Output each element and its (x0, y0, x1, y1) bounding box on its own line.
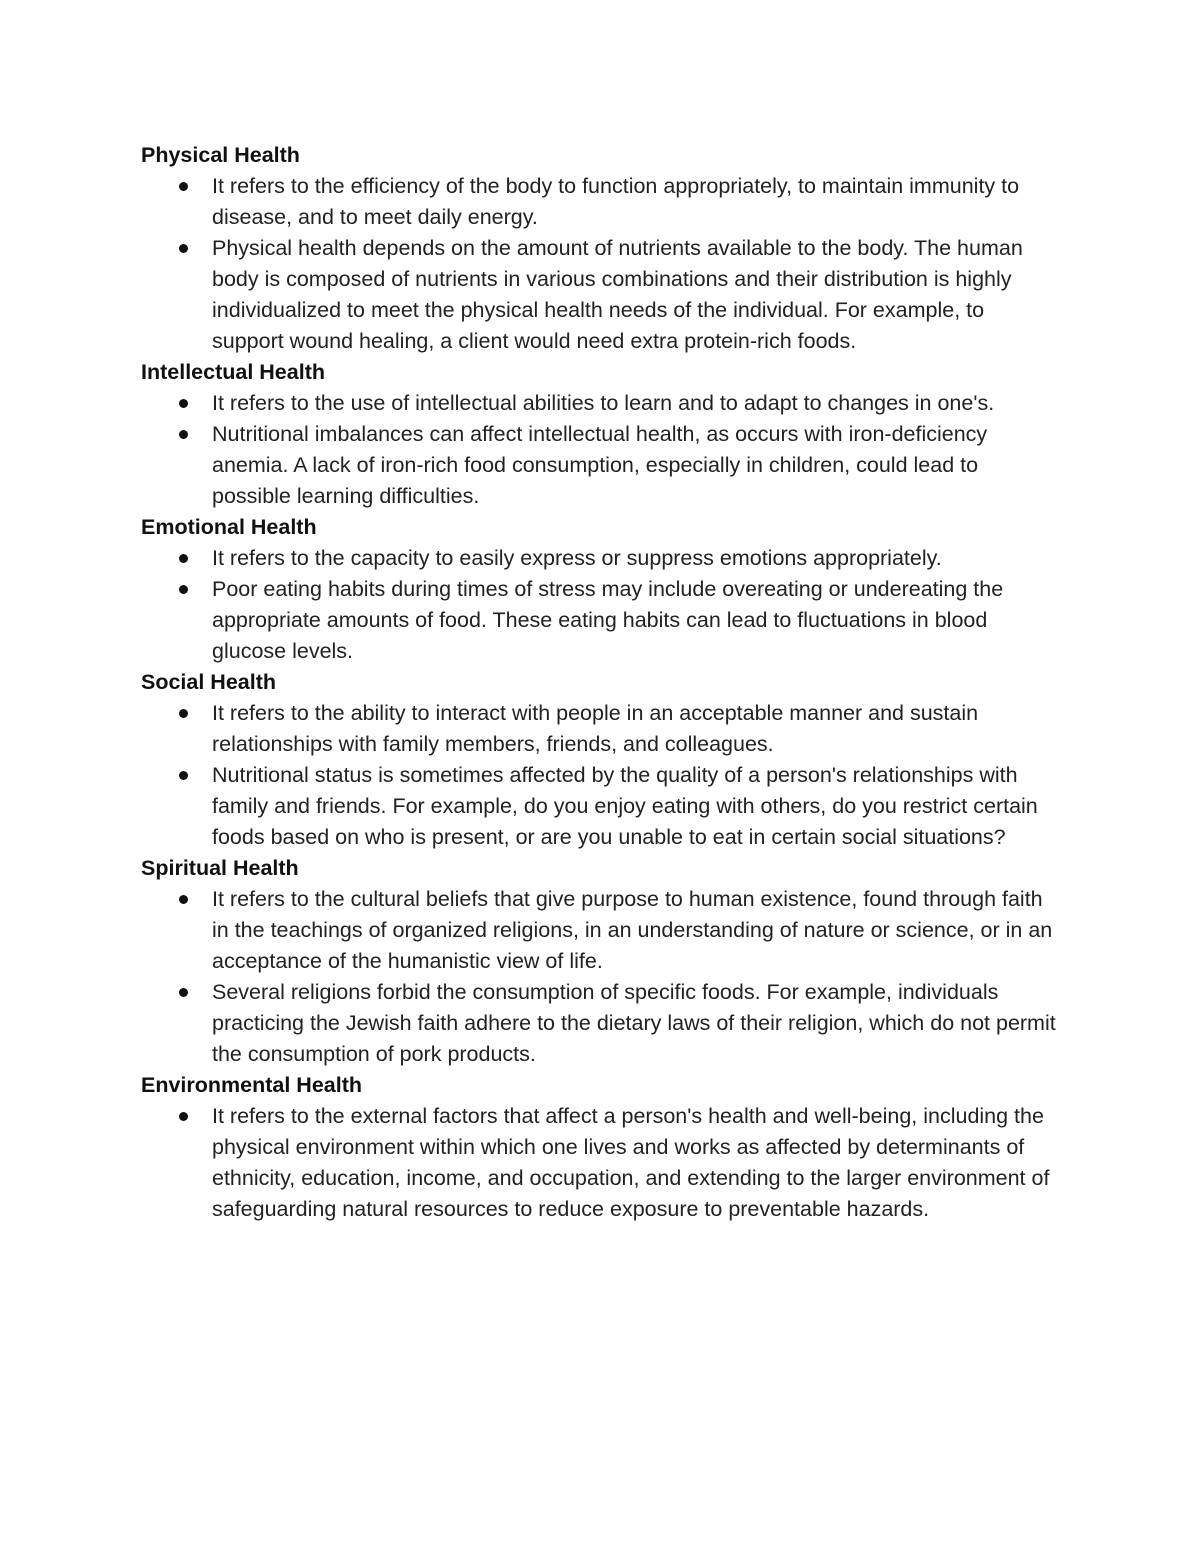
section-physical-health (141, 140, 1061, 357)
bullet-item (212, 543, 1061, 574)
bullet-icon (179, 771, 188, 780)
bullet-item (212, 171, 1061, 233)
bullet-text: It refers to the cultural beliefs that give purpose to human existence, found through faith in the teachings of organized religions, in an understanding of nature or science, or in an acceptance of the humanistic view of life. (212, 887, 1053, 973)
bullet-text: It refers to the efficiency of the body to function appropriately, to maintain immunity to disease, and to meet daily energy. (212, 174, 1020, 229)
bullet-text: Poor eating habits during times of stress may include overeating or undereating the appropriate amounts of food. These eating habits can lead to fluctuations in blood glucose levels. (212, 577, 1004, 663)
bullet-icon (179, 585, 188, 594)
bullet-icon (179, 1112, 188, 1121)
section-environmental-health (141, 1070, 1061, 1225)
bullet-text: It refers to the external factors that affect a person's health and well-being, including the physical environment within which one lives and works as affected by determinants of ethnicity, education, income, and occupation, and extending to the larger environment of safeguarding natural resources to reduce exposure to preventable hazards. (212, 1104, 1050, 1221)
bullet-icon (179, 244, 188, 253)
bullet-list (141, 388, 1061, 512)
section-intellectual-health (141, 357, 1061, 512)
bullet-item (212, 419, 1061, 512)
bullet-icon (179, 709, 188, 718)
section-heading: Physical Health (141, 143, 300, 167)
bullet-text: It refers to the capacity to easily express or suppress emotions appropriately. (212, 546, 942, 570)
bullet-text: Nutritional status is sometimes affected by the quality of a person's relationships with family and friends. For example, do you enjoy eating with others, do you restrict certain foods based on who is present, or are you unable to eat in certain social situations? (212, 763, 1038, 849)
bullet-text: Nutritional imbalances can affect intellectual health, as occurs with iron-deficiency anemia. A lack of iron-rich food consumption, especially in children, could lead to possible learning difficulties. (212, 422, 988, 508)
bullet-item (212, 1101, 1061, 1225)
bullet-icon (179, 988, 188, 997)
bullet-icon (179, 895, 188, 904)
bullet-icon (179, 554, 188, 563)
section-heading: Social Health (141, 670, 277, 694)
bullet-item (212, 698, 1061, 760)
bullet-item (212, 977, 1061, 1070)
bullet-icon (179, 399, 188, 408)
document-content (141, 140, 1061, 1225)
bullet-item (212, 884, 1061, 977)
bullet-item (212, 574, 1061, 667)
section-heading: Environmental Health (141, 1073, 363, 1097)
bullet-list (141, 171, 1061, 357)
bullet-list (141, 698, 1061, 853)
bullet-list (141, 1101, 1061, 1225)
bullet-icon (179, 430, 188, 439)
bullet-item (212, 388, 1061, 419)
section-heading: Spiritual Health (141, 856, 299, 880)
bullet-text: It refers to the use of intellectual abilities to learn and to adapt to changes in one's. (212, 391, 995, 415)
bullet-item (212, 233, 1061, 357)
section-heading: Emotional Health (141, 515, 317, 539)
section-heading: Intellectual Health (141, 360, 325, 384)
section-social-health (141, 667, 1061, 853)
section-spiritual-health (141, 853, 1061, 1070)
bullet-text: Physical health depends on the amount of nutrients available to the body. The human body is composed of nutrients in various combinations and their distribution is highly individualized to meet the physical health needs of the individual. For example, to support wound healing, a client would need extra protein-rich foods. (212, 236, 1023, 353)
bullet-list (141, 884, 1061, 1070)
bullet-text: Several religions forbid the consumption of specific foods. For example, individuals practicing the Jewish faith adhere to the dietary laws of their religion, which do not permit the consumption of pork products. (212, 980, 1056, 1066)
bullet-item (212, 760, 1061, 853)
bullet-icon (179, 182, 188, 191)
section-emotional-health (141, 512, 1061, 667)
bullet-list (141, 543, 1061, 667)
bullet-text: It refers to the ability to interact with people in an acceptable manner and sustain relationships with family members, friends, and colleagues. (212, 701, 979, 756)
